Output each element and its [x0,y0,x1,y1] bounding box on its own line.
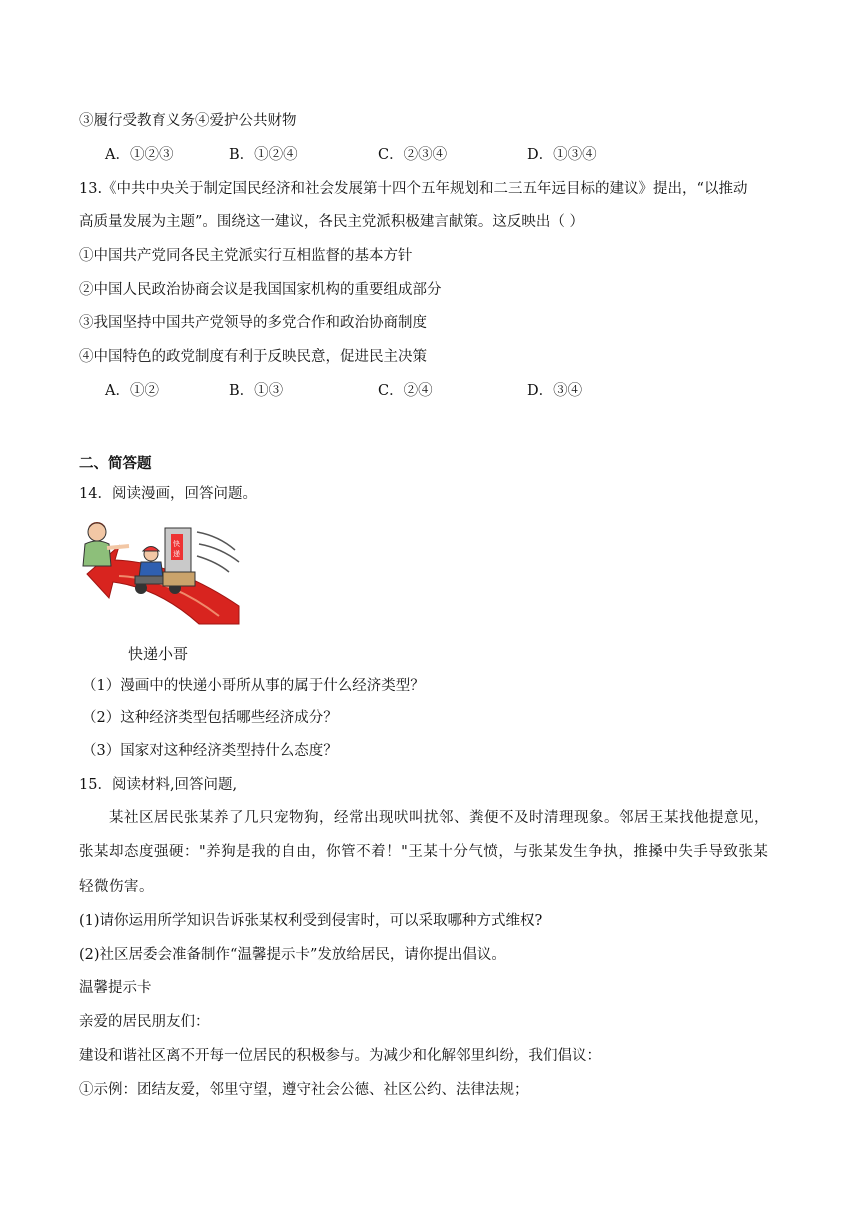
q13-item-1: ①中国共产党同各民主党派实行互相监督的基本方针 [79,248,413,264]
q13-item-2: ②中国人民政治协商会议是我国国家机构的重要组成部分 [79,282,442,298]
cartoon-caption: 快递小哥 [128,645,189,663]
q13-item-3: ③我国坚持中国共产党领导的多党合作和政治协商制度 [79,315,427,331]
svg-text:快: 快 [173,540,180,548]
card-example: ①示例：团结友爱，邻里守望，遵守社会公德、社区公约、法律法规； [79,1082,529,1098]
q15-sub-question-1: (1)请你运用所学知识告诉张某权利受到侵害时，可以采取哪种方式维权? [79,913,543,929]
q15-material-line3: 轻微伤害。 [79,879,154,895]
q13-option-a: A．①② [105,383,159,399]
q14-sub-question-1: （1）漫画中的快递小哥所从事的属于什么经济类型？ [82,678,425,694]
q13-option-d: D．③④ [527,383,583,399]
q12-option-b: B．①②④ [229,147,298,163]
q12-item-line: ③履行受教育义务④爱护公共财物 [79,113,297,129]
q13-stem-line1: 13.《中共中央关于制定国民经济和社会发展第十四个五年规划和二三五年远目标的建议》提出，“以推动 [79,181,748,197]
svg-text:递: 递 [173,550,180,558]
q14-stem: 14．阅读漫画，回答问题。 [79,486,257,502]
section-heading: 二、简答题 [79,455,152,472]
q15-material-line2: 张某却态度强硬："养狗是我的自由，你管不着！"王某十分气愤，与张某发生争执，推搡中失手导致张某 [79,844,769,860]
q14-sub-question-3: （3）国家对这种经济类型持什么态度？ [82,743,338,759]
q13-stem-line2: 高质量发展为主题”。围绕这一建议，各民主党派积极建言献策。这反映出（ ） [79,214,585,230]
q13-option-b: B．①③ [229,383,284,399]
q13-item-4: ④中国特色的政党制度有利于反映民意，促进民主决策 [79,349,427,365]
card-greeting: 亲爱的居民朋友们： [79,1014,210,1030]
q15-material-line1: 某社区居民张某养了几只宠物狗，经常出现吠叫扰邻、粪便不及时清理现象。邻居王某找他提意见， [109,810,769,826]
q14-sub-question-2: （2）这种经济类型包括哪些经济成分？ [82,710,338,726]
card-intro: 建设和谐社区离不开每一位居民的积极参与。为减少和化解邻里纠纷，我们倡议： [79,1048,601,1064]
q13-option-c: C．②④ [378,383,433,399]
q12-option-d: D．①③④ [527,147,597,163]
q15-sub-question-2: (2)社区居委会准备制作“温馨提示卡”发放给居民，请你提出倡议。 [79,947,506,963]
courier-cartoon-image [79,516,249,626]
card-title: 温馨提示卡 [79,980,152,996]
q12-option-a: A．①②③ [105,147,174,163]
q15-stem: 15．阅读材料,回答问题, [79,777,238,793]
q12-option-c: C．②③④ [378,147,448,163]
